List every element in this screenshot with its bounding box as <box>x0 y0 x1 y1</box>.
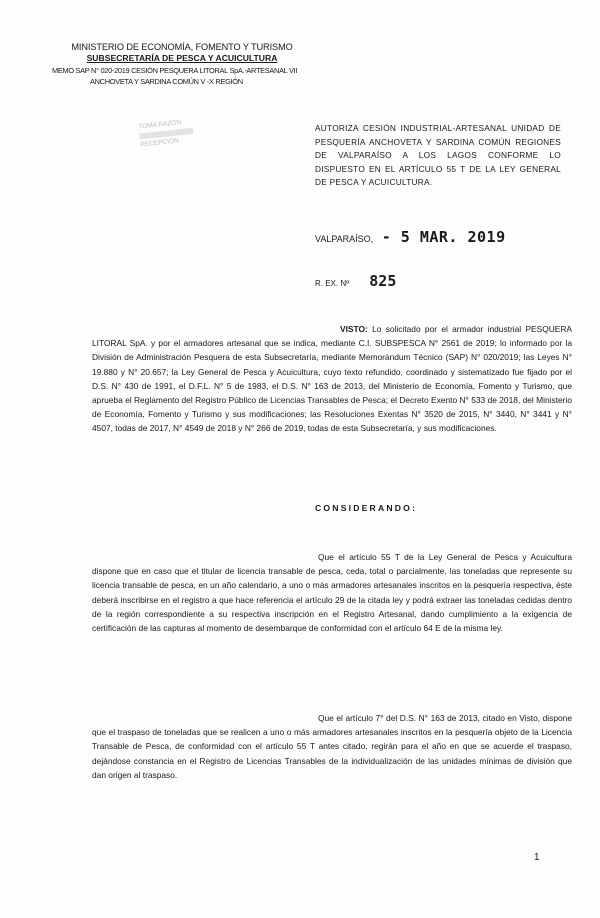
resolution-label: R. EX. Nº <box>315 279 350 288</box>
memo-reference-line2: ANCHOVETA Y SARDINA COMÚN V -X REGIÓN <box>90 77 243 86</box>
resolution-title: AUTORIZA CESIÓN INDUSTRIAL-ARTESANAL UNIDAD DE PESQUERÍA ANCHOVETA Y SARDINA COMÚN REGIONES DE VALPARAÍSO A LOS LAGOS CONFORME LO DISPUESTO EN EL ARTÍCULO 55 T DE LA LEY GENERAL DE PESCA Y ACUICULTURA. <box>315 123 561 188</box>
memo-reference-line1: MEMO SAP N° 020-2019 CESIÓN PESQUERA LITORAL SpA.-ARTESANAL VII <box>52 66 298 75</box>
resolution-number: 825 <box>369 272 397 290</box>
date-city: VALPARAÍSO, <box>315 234 374 244</box>
page-number: 1 <box>534 852 540 863</box>
resolution-number-line <box>315 272 396 290</box>
considerando-paragraph-2: Que el artículo 7° del D.S. N° 163 de 2013, citado en Visto, dispone que el traspaso de toneladas que se realicen a uno o más armadores artesanales inscritos en la pesquería objeto de la Licencia Transable de Pesca, de conformidad con el artículo 55 T antes citado, regirán para el año en que se acuerde el traspaso, dejándose constancia en el Registro de Licencias Transables de la individualización de las unidades mínimas de división que dan origen al traspaso. <box>92 713 572 780</box>
visto-lead: VISTO: <box>340 324 368 334</box>
letterhead <box>52 42 312 87</box>
date-line <box>315 228 506 246</box>
visto-text: Lo solicitado por el armador industrial PESQUERA LITORAL SpA. y por el armadores artesanal que se indica, mediante C.I. SUBSPESCA N° 2561 de 2019; lo informado por la División de Administración Pesquera de esta Subsecretaría, mediante Memorándum Técnico (SAP) N° 020/2019; las Leyes N° 19.880 y N° 20.657; la Ley General de Pesca y Acuicultura, cuyo texto refundido, coordinado y sistematizado fue fijado por el D.S. N° 430 de 1991, el D.F.L. N° 5 de 1983, el D.S. N° 163 de 2013, del Ministerio de Economía, Fomento y Turismo, que aprueba el Reglamento del Registro Público de Licencias Transables de Pesca; el Decreto Exento N° 533 de 2018, del Ministerio de Economía, Fomento y Turismo y sus modificaciones; las Resoluciones Exentas N° 3520 de 2015, N° 3440, N° 3441 y N° 4507, todas de 2017, N° 4549 de 2018 y N° 266 de 2019, todas de esta Subsecretaría, y sus modificaciones. <box>92 324 572 434</box>
date-stamp: - 5 MAR. 2019 <box>381 228 506 246</box>
considerando-heading: CONSIDERANDO: <box>315 503 418 513</box>
considerando-paragraph-1: Que el artículo 55 T de la Ley General de Pesca y Acuicultura dispone que en caso que el titular de licencia transable de pesca, ceda, total o parcialmente, las toneladas que represente su licencia transable de pesca, en un año calendario, a uno o más armadores artesanales inscritos en la pesquería respectiva, éste deberá inscribirse en el registro a que hace referencia el artículo 29 de la citada ley y podrá extraer las toneladas cedidas dentro de la región correspondiente a su respectiva inscripción en el Registro Artesanal, dando cumplimiento a la exigencia de certificación de las capturas al momento de desembarque de conformidad con el artículo 64 E de la misma ley. <box>92 552 572 634</box>
stamp-line2: RECEPCIÓN <box>139 137 180 149</box>
subsecretaria-name: SUBSECRETARÍA DE PESCA Y ACUICULTURA <box>86 53 278 63</box>
ministry-name: MINISTERIO DE ECONOMÍA, FOMENTO Y TURISMO <box>71 42 293 52</box>
visto-paragraph <box>92 322 572 436</box>
stamp-line1: TOMA RAZÓN <box>138 119 182 131</box>
reception-stamp <box>138 117 208 164</box>
